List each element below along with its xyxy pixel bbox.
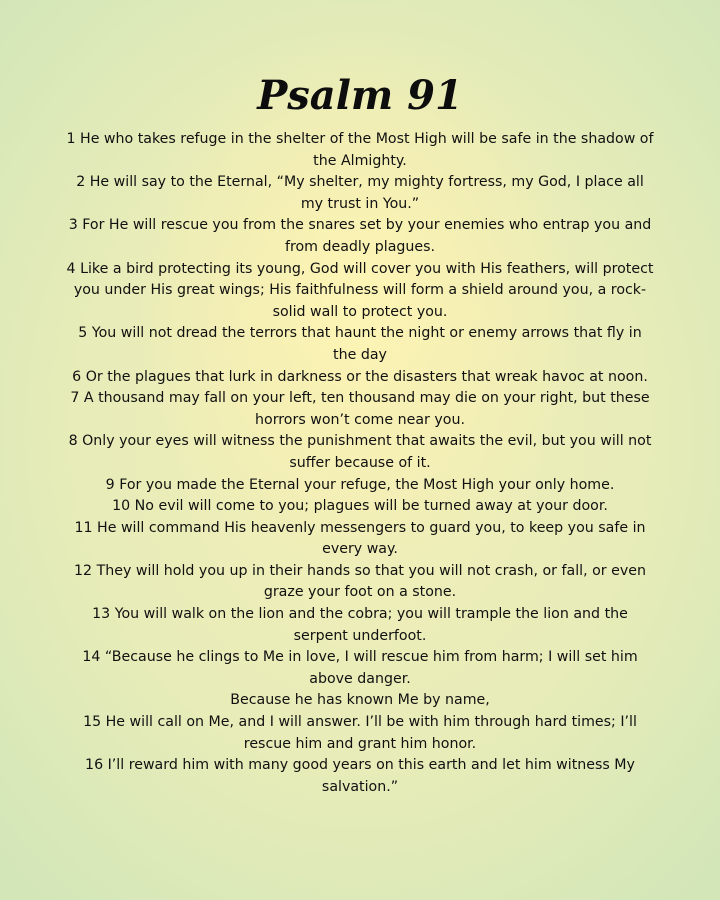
verse-10: 10 No evil will come to you; plagues will be turned away at your door. [112,498,608,515]
verse-1: 1 He who takes refuge in the shelter of the Most High will be safe in the shadow of the Almighty. [66,131,654,169]
verse-14: 14 “Because he clings to Me in love, I will rescue him from harm; I will set him above danger. [82,649,638,687]
verse-15: 15 He will call on Me, and I will answer. I’ll be with him through hard times; I’ll rescue him and grant him honor. [83,714,637,752]
verse-4: 4 Like a bird protecting its young, God will cover you with His feathers, will protect you under His great wings; His faithfulness will form a shield around you, a rock-solid wall to protect you. [66,260,654,320]
verse-8: 8 Only your eyes will witness the punishment that awaits the evil, but you will not suffer because of it. [68,433,652,471]
verse-14-continued: Because he has known Me by name, [230,692,490,709]
verse-12: 12 They will hold you up in their hands so that you will not crash, or fall, or even graze your foot on a stone. [74,562,646,601]
verse-16: 16 I’ll reward him with many good years on this earth and let him witness My salvation.” [85,757,635,795]
verse-list [66,129,654,798]
verse-5: 5 You will not dread the terrors that haunt the night or enemy arrows that fly in the day [78,325,642,363]
verse-2: 2 He will say to the Eternal, “My shelter, my mighty fortress, my God, I place all my trust in You.” [76,174,644,212]
verse-13: 13 You will walk on the lion and the cobra; you will trample the lion and the serpent underfoot. [92,606,628,644]
page-title: Psalm 91 [257,72,463,119]
verse-7: 7 A thousand may fall on your left, ten thousand may die on your right, but these horrors won’t come near you. [70,390,650,428]
verse-3: 3 For He will rescue you from the snares set by your enemies who entrap you and from deadly plagues. [68,217,652,255]
verse-6: 6 Or the plagues that lurk in darkness or the disasters that wreak havoc at noon. [72,368,648,385]
verse-9: 9 For you made the Eternal your refuge, the Most High your only home. [105,476,615,493]
verse-11: 11 He will command His heavenly messengers to guard you, to keep you safe in every way. [74,519,646,558]
